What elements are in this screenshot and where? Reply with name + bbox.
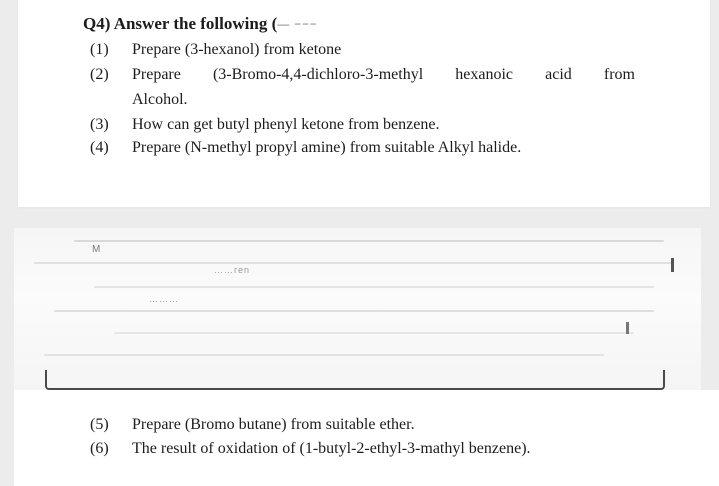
obscured-label: M [92, 244, 101, 255]
item-text [132, 66, 635, 84]
item-text: Prepare (3-hexanol) from ketone [132, 41, 342, 58]
item-text: How can get butyl phenyl ketone from benzene. [132, 116, 440, 133]
obscured-line [54, 310, 654, 312]
item-number: (4) [90, 139, 109, 156]
item-word: from [603, 66, 635, 83]
question-heading [83, 14, 318, 34]
obscured-line [34, 262, 674, 264]
item-text: The result of oxidation of (1-butyl-2-ethyl-3-mathyl benzene). [132, 440, 531, 457]
item-number: (5) [90, 416, 109, 433]
item-text: Prepare (Bromo butane) from suitable ether. [132, 416, 415, 433]
item-number: (1) [90, 41, 109, 58]
item-text-continuation: Alcohol. [132, 91, 188, 108]
obscured-line [114, 332, 634, 334]
item-number: (3) [90, 116, 109, 133]
item-text: Prepare (N-methyl propyl amine) from suitable Alkyl halide. [132, 139, 522, 156]
obscured-line [94, 286, 654, 288]
item-word: hexanoic [455, 66, 513, 83]
item-word: (3-Bromo-4,4-dichloro-3-methyl [212, 66, 424, 83]
question-heading-trail: — −−− [277, 17, 318, 31]
paper-sheet-bottom [14, 390, 719, 486]
item-number: (6) [90, 440, 109, 457]
obscured-text: ……ren [214, 265, 251, 275]
obscured-line [74, 240, 664, 242]
item-word: Prepare [132, 66, 181, 83]
bracket-line [45, 370, 665, 390]
margin-mark [671, 258, 674, 272]
obscured-line [44, 354, 604, 356]
item-number: (2) [90, 66, 109, 83]
obscured-text: ……… [149, 294, 179, 304]
question-heading-text: Q4) Answer the following ( [83, 14, 278, 33]
item-word: acid [545, 66, 572, 83]
margin-mark [626, 322, 629, 334]
